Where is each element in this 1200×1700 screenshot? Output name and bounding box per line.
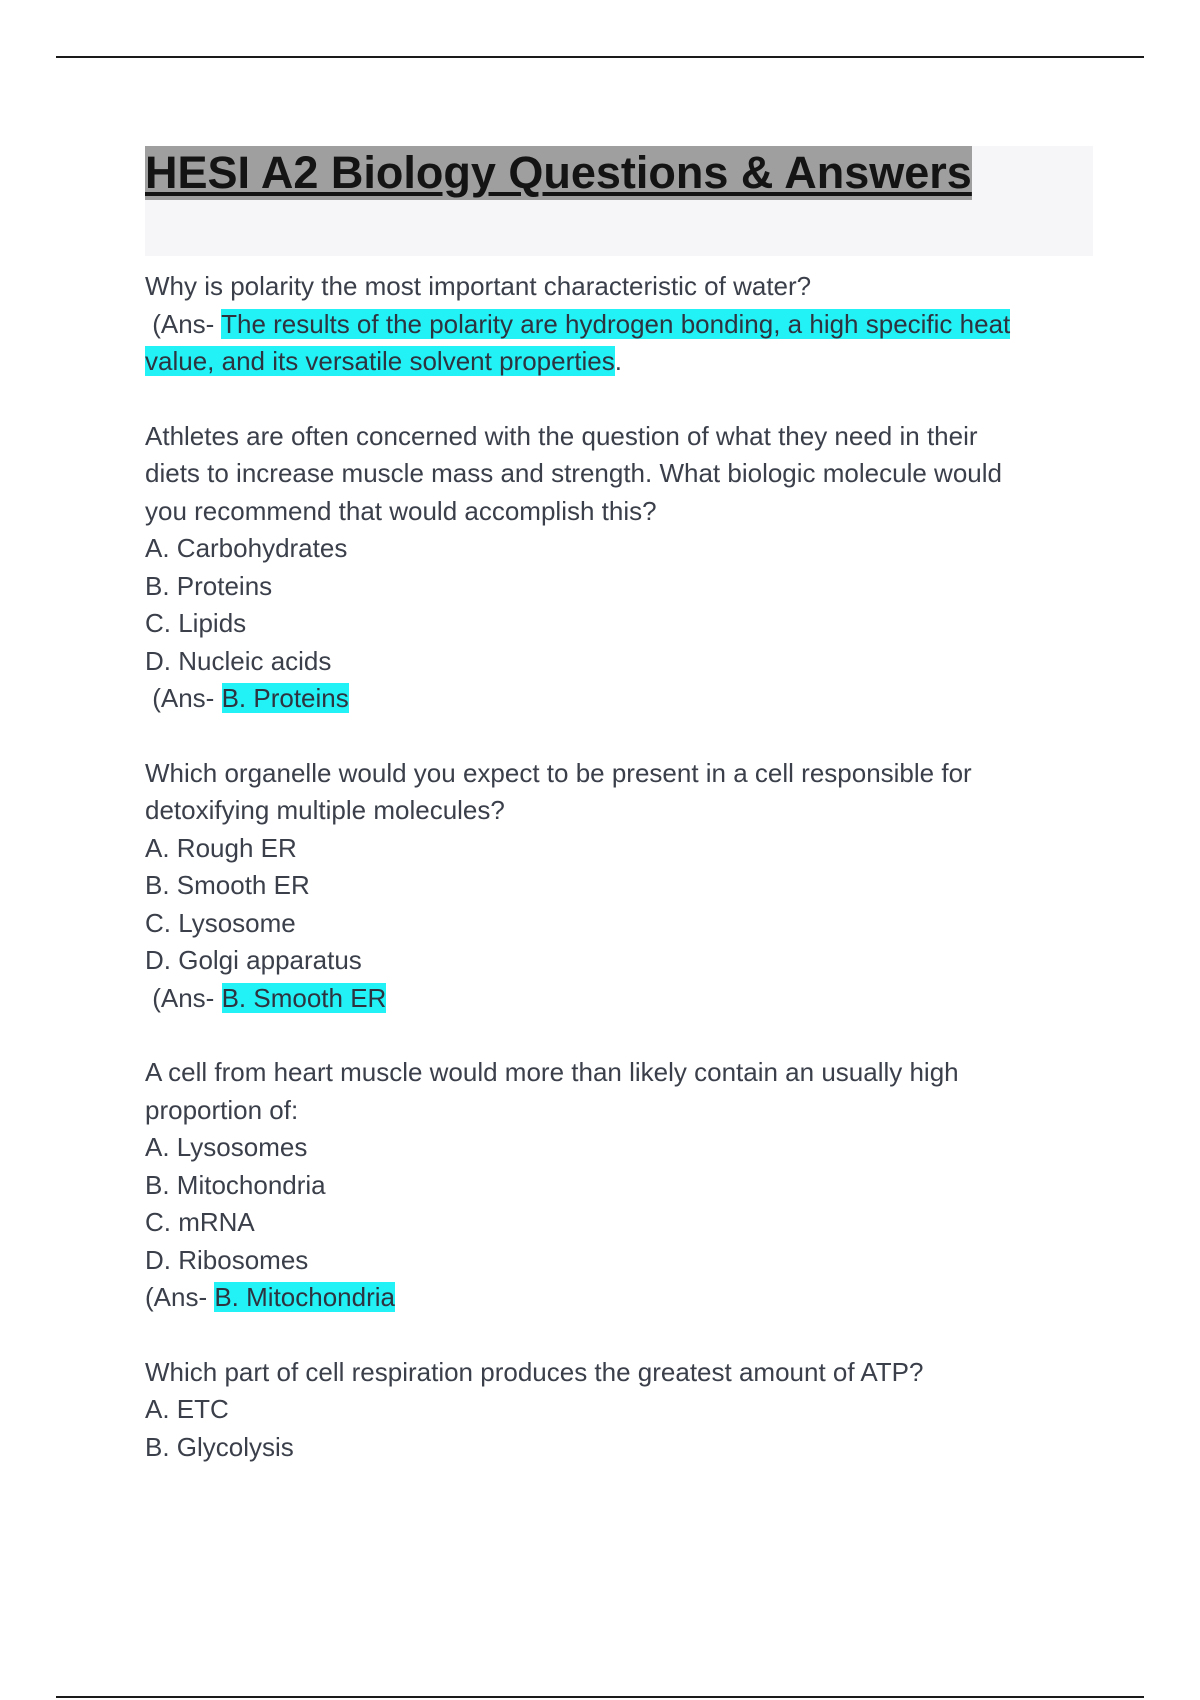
answer-prefix: (Ans-: [145, 982, 222, 1013]
answer-line: [145, 980, 1095, 1018]
question-line: Why is polarity the most important characteristic of water?: [145, 271, 812, 301]
option-b: B. Mitochondria: [145, 1169, 326, 1200]
option-b: B. Smooth ER: [145, 870, 310, 900]
answer-prefix: (Ans-: [145, 683, 222, 713]
answer-prefix: (Ans-: [145, 308, 222, 339]
answer-line: [145, 343, 1095, 381]
qa-block-1: [145, 268, 1095, 381]
option-c: C. mRNA: [145, 1207, 255, 1237]
question-line: diets to increase muscle mass and strength. What biologic molecule would: [145, 458, 1002, 488]
question-line: detoxifying multiple molecules?: [145, 795, 505, 825]
option-a: A. Rough ER: [145, 832, 297, 863]
qa-block-3: [145, 755, 1095, 1018]
answer-highlight: value, and its versatile solvent properties: [145, 346, 615, 376]
qa-block-2: [145, 418, 1095, 718]
top-rule: [56, 56, 1144, 58]
question-line: you recommend that would accomplish this?: [145, 495, 657, 526]
answer-highlight: The results of the polarity are hydrogen bonding, a high specific heat: [221, 308, 1011, 339]
bottom-rule: [56, 1696, 1144, 1698]
option-d: D. Ribosomes: [145, 1244, 309, 1275]
answer-line: [145, 306, 1095, 344]
option-a: A. ETC: [145, 1394, 229, 1424]
option-c: C. Lysosome: [145, 907, 296, 938]
question-line: proportion of:: [145, 1094, 299, 1125]
qa-block-5: [145, 1354, 1095, 1467]
answer-highlight: B. Mitochondria: [214, 1282, 395, 1312]
title-band: [145, 146, 1093, 256]
qa-block-4: [145, 1054, 1095, 1317]
option-b: B. Glycolysis: [145, 1431, 294, 1462]
answer-highlight: B. Proteins: [221, 683, 349, 713]
question-line: Which part of cell respiration produces the greatest amount of ATP?: [145, 1356, 924, 1387]
question-line: Athletes are often concerned with the question of what they need in their: [145, 420, 978, 451]
option-b: B. Proteins: [145, 570, 273, 601]
option-a: A. Carbohydrates: [145, 533, 348, 563]
option-c: C. Lipids: [145, 608, 247, 638]
document-title: HESI A2 Biology Questions & Answers: [145, 147, 972, 198]
option-a: A. Lysosomes: [145, 1132, 308, 1162]
answer-highlight: B. Smooth ER: [221, 982, 387, 1013]
question-line: Which organelle would you expect to be present in a cell responsible for: [145, 757, 972, 788]
answer-line: [145, 680, 1095, 718]
answer-line: [145, 1279, 1095, 1317]
option-d: D. Golgi apparatus: [145, 945, 362, 975]
answer-prefix: (Ans-: [145, 1282, 215, 1312]
answer-suffix: .: [614, 346, 622, 376]
question-line: A cell from heart muscle would more than likely contain an usually high: [145, 1057, 959, 1087]
option-d: D. Nucleic acids: [145, 645, 332, 676]
document-body: [145, 146, 1095, 1466]
